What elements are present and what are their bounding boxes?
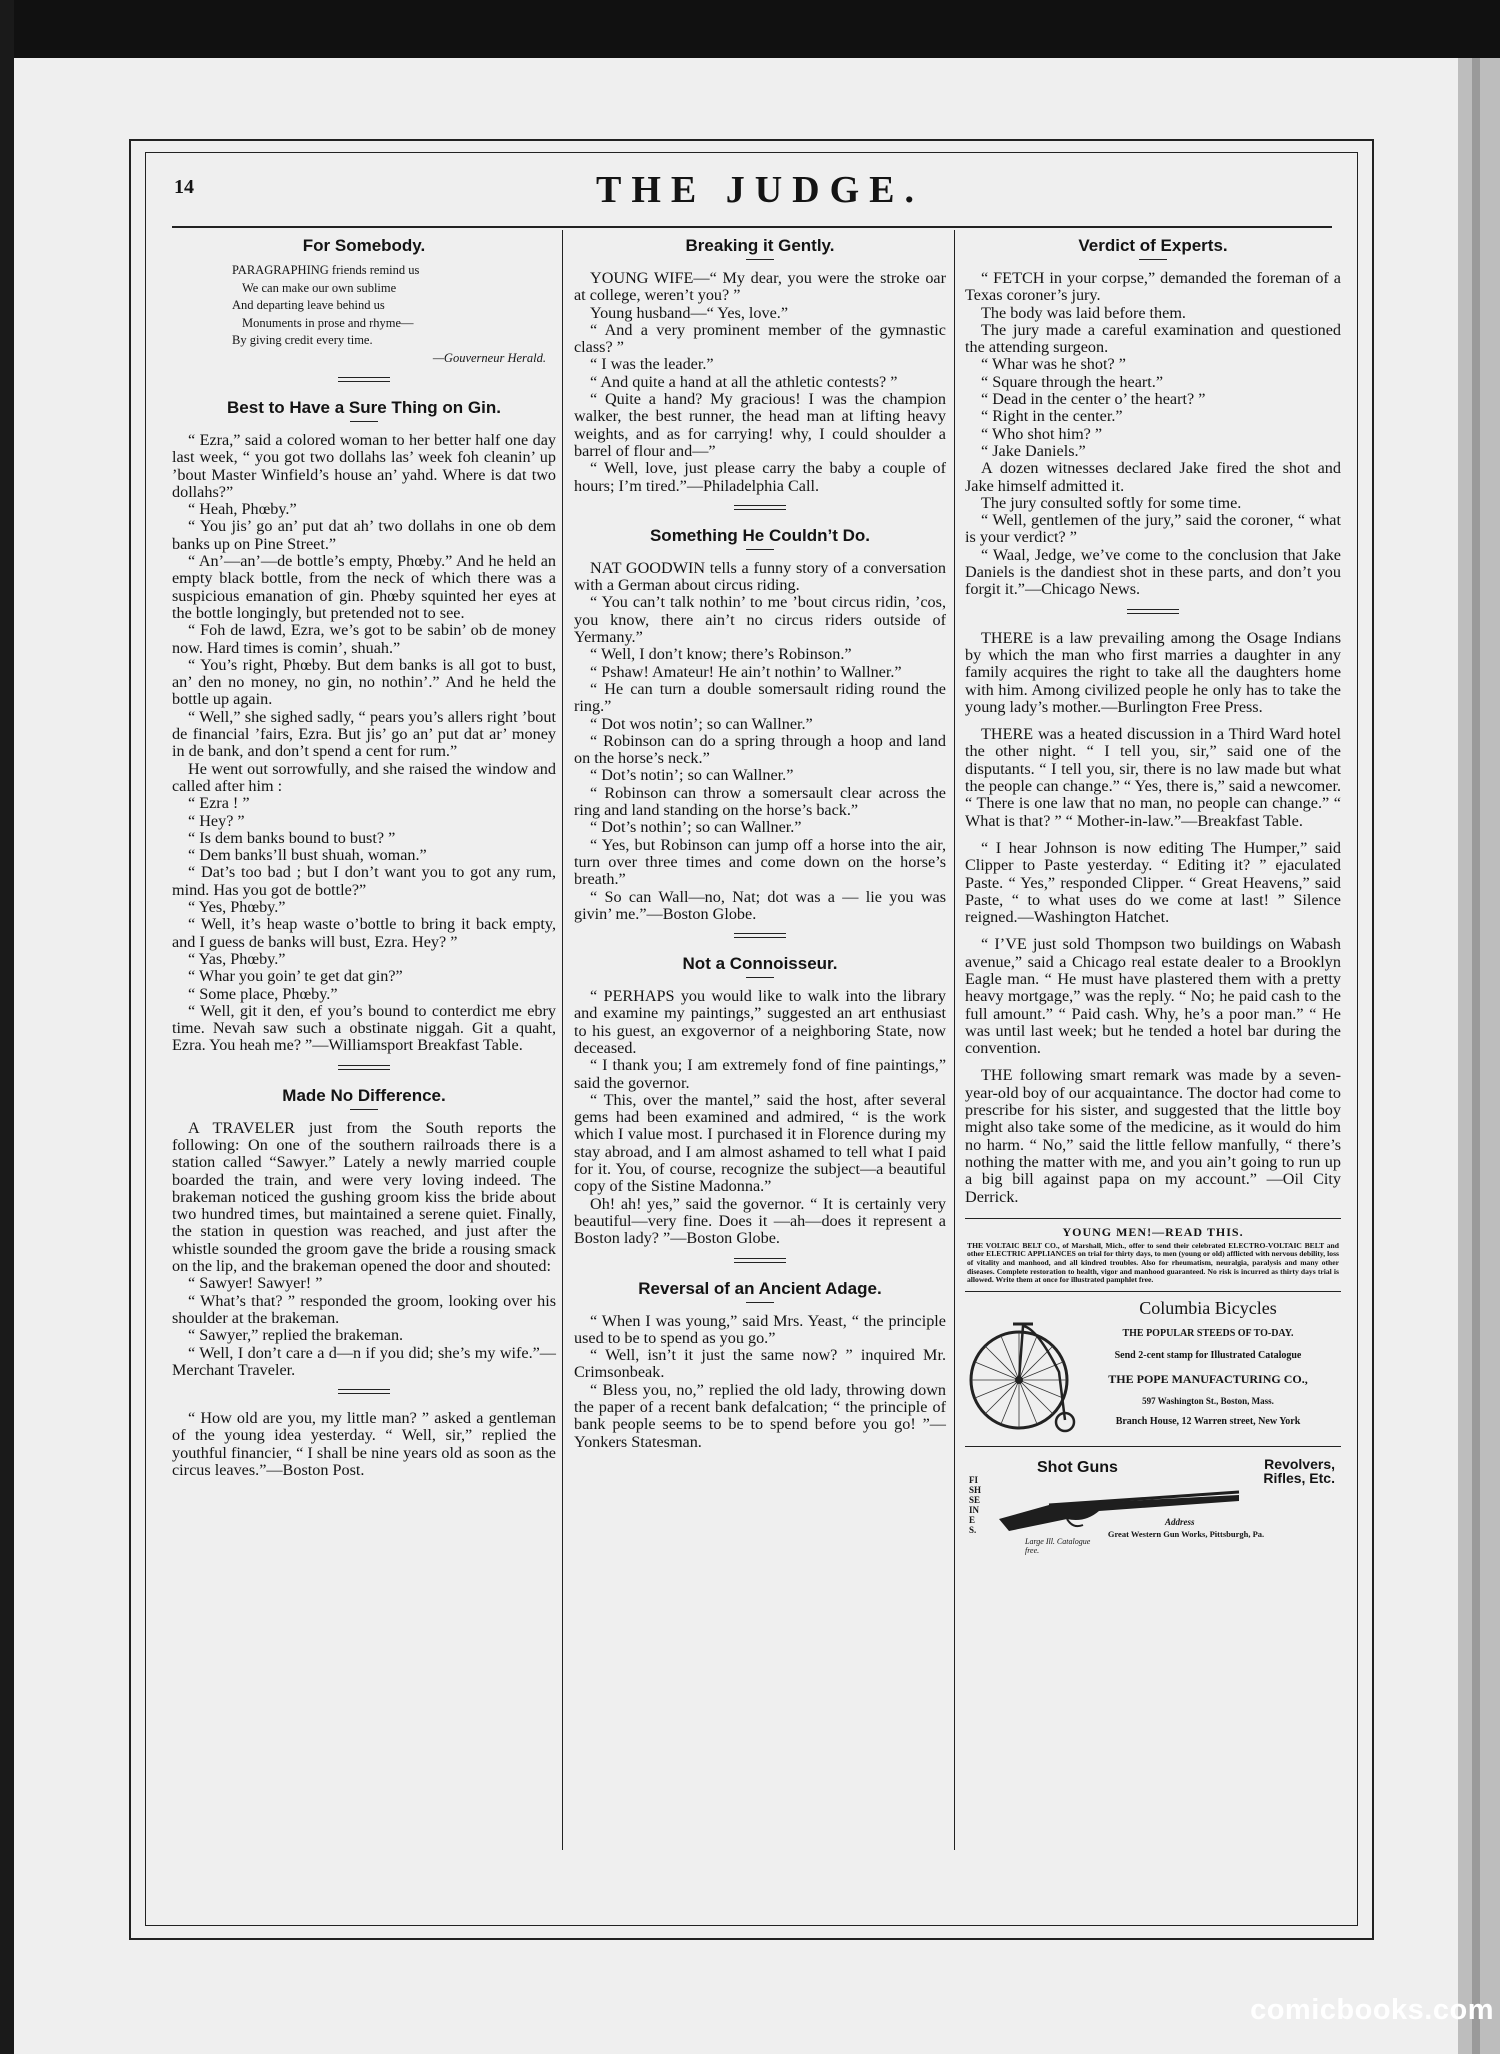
advertisement-great-western-gun-works xyxy=(965,1453,1341,1553)
article-paragraph: The jury made a careful examination and questioned the attending surgeon. xyxy=(965,320,1341,357)
headline-made-no-difference: Made No Difference. xyxy=(282,1085,446,1105)
ad-columbia-branch: Branch House, 12 Warren street, New York xyxy=(1115,1415,1301,1427)
article-paragraph: “ You can’t talk nothin’ to me ’bout circus ridin, ’cos, you know, there ain’t no circus riders outside of Yermany.” xyxy=(574,593,946,647)
ad-columbia-company: THE POPE MANUFACTURING CO., xyxy=(1108,1371,1308,1386)
ad-body: THE VOLTAIC BELT CO., of Marshall, Mich., offer to send their celebrated ELECTRO-VOLTAIC BELT and other ELECTRIC APPLIANCES on trial for thirty days, to men (young or old) afflicted with nervous debility, loss of vitality and manhood, and all kindred troubles. Also for rheumatism, neuralgia, paralysis and many other diseases. Complete restoration to health, vigor and manhood guaranteed. No risk is incurred as thirty days trial is allowed. Write them at once for illustrated pamphlet free. xyxy=(967,1240,1339,1285)
article-paragraph: “ Sawyer! Sawyer! ” xyxy=(188,1274,323,1293)
article-paragraph: “ Square through the heart.” xyxy=(981,372,1164,391)
article-paragraph: A TRAVELER just from the South reports the following: On one of the southern railroads there is a station called “Sawyer.” Lately a newly married couple boarded the train, and were very loving indeed. The brakeman noticed the gushing groom kiss the bride about two hundred times, but maintained a serene quiet. Finally, the station in question was reached, and just after the whistle sounded the groom gave the bride a rousing smack on the lip, and the brakeman opened the door and shouted: xyxy=(172,1118,556,1276)
article-paragraph: “ This, over the mantel,” said the host, after several gems had been examined and admired, “ is the work which I value most. I purchased it in Florence during my stay abroad, and I am almost ashamed to tell what I paid for it. You, of course, recognize the subject—a beautiful copy of the Sistine Madonna.” xyxy=(574,1090,946,1196)
column-divider xyxy=(954,230,955,1850)
article-paragraph: “ Dat’s too bad ; but I don’t want you to got any rum, mind. Has you got de bottle?” xyxy=(172,863,556,899)
article-paragraph: “ Well, I don’t care a d—n if you did; she’s my wife.”—Merchant Traveler. xyxy=(172,1343,556,1379)
advertisement-columbia-bicycles xyxy=(965,1296,1341,1447)
article-paragraph: “ I hear Johnson is now editing The Humper,” said Clipper to Paste yesterday. “ Editing it? ” ejaculated Paste. “ Yes,” responded Clipper. “ Great Heavens,” said Paste, “ to what uses do we come at last! ” Silence reigned.—Washington Hatchet. xyxy=(965,838,1341,927)
article-paragraph: “ What’s that? ” responded the groom, looking over his shoulder at the brakeman. xyxy=(172,1291,556,1327)
section-rule xyxy=(734,1258,786,1263)
headline-not-a-connoisseur: Not a Connoisseur. xyxy=(682,954,838,974)
article-paragraph: “ Well, I don’t know; there’s Robinson.” xyxy=(590,645,852,664)
article-paragraph: “ Dot’s notin’; so can Wallner.” xyxy=(590,766,794,785)
ad-columbia-title: Columbia Bicycles xyxy=(1139,1297,1277,1318)
article-paragraph: “ I’VE just sold Thompson two buildings on Wabash avenue,” said a Chicago real estate dealer to a Brooklyn Eagle man. “ He must have plastered them with a pretty heavy mortgage,” was the reply. “ No; he paid cash to the full amount.” “ Paid cash. Why, he’s a poor man.” “ He was until last week; but he tended a hotel bar during the convention. xyxy=(965,935,1341,1058)
article-paragraph: “ Some place, Phœby.” xyxy=(188,984,338,1003)
headline-sure-thing-on-gin: Best to Have a Sure Thing on Gin. xyxy=(227,398,501,417)
watermark-site: comicbooks.com xyxy=(1250,1994,1494,2026)
poem-line: We can make our own sublime xyxy=(242,280,397,295)
ad-guns-title: Shot Guns xyxy=(1037,1458,1118,1476)
article-paragraph: “ Dot’s nothin’; so can Wallner.” xyxy=(590,818,802,837)
column-2 xyxy=(574,230,946,1972)
article-paragraph: “ Waal, Jedge, we’ve come to the conclusion that Jake Daniels is the dandiest shot in these parts, and don’t you forgit it.”—Chicago News. xyxy=(965,545,1341,599)
article-paragraph: The body was laid before them. xyxy=(981,303,1186,322)
ad-heading: YOUNG MEN!—READ THIS. xyxy=(1062,1224,1244,1239)
article-paragraph: “ Ezra,” said a colored woman to her better half one day last week, “ you got two dollahs las’ week foh cleanin’ up ’bout Master Winfield’s house an’ yahd. Where is dat two dollahs?” xyxy=(172,431,556,501)
penny-farthing-bicycle-icon xyxy=(967,1308,1077,1438)
scan-top-border xyxy=(0,0,1500,58)
article-paragraph: “ Robinson can throw a somersault clear across the ring and land standing on the horse’s back.” xyxy=(574,783,946,820)
section-rule xyxy=(734,505,786,510)
ad-columbia-address: 597 Washington St., Boston, Mass. xyxy=(1142,1395,1274,1406)
headline-dash xyxy=(746,1302,774,1303)
ad-guns-fish-seines: FISH SEINES. xyxy=(969,1474,982,1535)
article-paragraph: “ Heah, Phœby.” xyxy=(188,500,297,519)
article-paragraph: “ And quite a hand at all the athletic contests? ” xyxy=(590,372,898,391)
headline-dash xyxy=(746,549,774,550)
article-paragraph: “ PERHAPS you would like to walk into the library and examine my paintings,” suggested an art enthusiast to his guest, an exgovernor of a neighboring State, now deceased. xyxy=(574,987,946,1057)
article-paragraph: “ Well, git it den, ef you’s bound to conterdict me ebry time. Nevah saw such a obstinate niggah. Git a quaht, Ezra. You heah me? ”—Williamsport Breakfast Table. xyxy=(172,1001,556,1055)
article-paragraph: “ Who shot him? ” xyxy=(981,424,1103,443)
column-divider xyxy=(562,230,563,1850)
masthead-rule xyxy=(172,226,1332,228)
article-paragraph: “ Bless you, no,” replied the old lady, throwing down the paper of a recent bank defalcation; “ the principle of bank people seems to be to spend before you go! ”—Yonkers Statesman. xyxy=(574,1380,946,1451)
article-paragraph: “ You’s right, Phœby. But dem banks is all got to bust, an’ den no money, no gin, no nothin’.” And he held the bottle up again. xyxy=(172,655,556,709)
article-paragraph: “ Yes, Phœby.” xyxy=(188,898,286,917)
article-paragraph: “ When I was young,” said Mrs. Yeast, “ the principle used to be to spend as you go.” xyxy=(574,1311,946,1347)
masthead-title: THE JUDGE. xyxy=(595,169,925,211)
ad-guns-catalogue: Large Ill. Catalogue free. xyxy=(1025,1536,1091,1555)
article-paragraph: A dozen witnesses declared Jake fired the shot and Jake himself admitted it. xyxy=(965,459,1341,495)
page-number: 14 xyxy=(174,176,194,198)
article-paragraph: Young husband—“ Yes, love.” xyxy=(590,303,789,322)
ad-columbia-send: Send 2-cent stamp for Illustrated Catalogue xyxy=(1114,1349,1302,1361)
article-paragraph: “ Hey? ” xyxy=(188,811,245,830)
poem xyxy=(232,262,556,367)
article-paragraph: “ Dot wos notin’; so can Wallner.” xyxy=(590,714,813,733)
article-paragraph: “ Foh de lawd, Ezra, we’s got to be sabin’ ob de money now. Hard times is comin’, shuah.” xyxy=(172,621,556,657)
section-rule xyxy=(734,933,786,938)
headline-something-he-couldnt-do: Something He Couldn’t Do. xyxy=(649,525,871,545)
article-paragraph: “ Whar was he shot? ” xyxy=(981,355,1126,374)
article-paragraph: “ I thank you; I am extremely fond of fine paintings,” said the governor. xyxy=(574,1056,946,1092)
article-paragraph: “ He can turn a double somersault riding round the ring.” xyxy=(574,679,946,716)
headline-reversal-of-ancient-adage: Reversal of an Ancient Adage. xyxy=(638,1278,882,1298)
article-paragraph: “ Dead in the center o’ the heart? ” xyxy=(981,390,1206,409)
article-paragraph: The jury consulted softly for some time. xyxy=(981,493,1242,512)
scan-left-border xyxy=(0,0,14,2054)
article-paragraph: YOUNG WIFE—“ My dear, you were the stroke oar at college, weren’t you? ” xyxy=(574,269,946,305)
article-paragraph: “ Well, it’s heap waste o’bottle to bring it back empty, and I guess de banks will bust, Ezra. Hey? ” xyxy=(172,915,556,951)
article-paragraph: “ Ezra ! ” xyxy=(188,794,250,813)
headline-dash xyxy=(350,421,378,422)
article-paragraph: “ Is dem banks bound to bust? ” xyxy=(188,828,396,847)
article-paragraph: “ Well,” she sighed sadly, “ pears you’s allers right ’bout de financial ’fairs, Ezra. But jis’ go an’ put dat ar’ money in de bank, and don’t spend a cent for rum.” xyxy=(172,707,556,761)
article-paragraph: “ So can Wall—no, Nat; dot was a — lie you was givin’ me.”—Boston Globe. xyxy=(574,887,946,923)
headline-dash xyxy=(350,1109,378,1110)
poem-attribution: —Gouverneur Herald. xyxy=(432,350,546,365)
poem-line: PARAGRAPHING friends remind us xyxy=(232,263,420,277)
article-paragraph: “ Dem banks’ll bust shuah, woman.” xyxy=(188,846,427,865)
article-paragraph: “ Well, gentlemen of the jury,” said the coroner, “ what is your verdict? ” xyxy=(965,511,1341,547)
article-paragraph: “ Sawyer,” replied the brakeman. xyxy=(188,1326,404,1345)
column-3 xyxy=(965,230,1341,1972)
article-paragraph: “ I was the leader.” xyxy=(590,355,714,374)
article-paragraph: “ Yas, Phœby.” xyxy=(188,949,286,968)
headline-dash xyxy=(746,977,774,978)
headline-dash xyxy=(1139,259,1167,260)
section-rule xyxy=(338,1389,390,1394)
headline-for-somebody: For Somebody. xyxy=(302,236,426,255)
headline-breaking-it-gently: Breaking it Gently. xyxy=(685,236,835,255)
article-paragraph: “ How old are you, my little man? ” asked a gentleman of the young idea yesterday. “ Well, sir,” replied the youthful financier, “ I shall be nine years old as soon as the circus leaves.”—Boston Post. xyxy=(172,1409,556,1480)
poem-line: And departing leave behind us xyxy=(232,298,385,312)
headline-dash xyxy=(746,259,774,260)
article-paragraph: THE following smart remark was made by a seven-year-old boy of our acquaintance. The doctor had come to prescribe for his sister, and suggested that the little boy might also take some of the medicine, as it would do him no harm. “ No,” said the little fellow manfully, “ there’s nothing the matter with me, and you ain’t going to run up a big bill against papa on my account.” —Oil City Derrick. xyxy=(965,1066,1341,1206)
article-paragraph: “ Right in the center.” xyxy=(981,407,1123,426)
article-paragraph: “ Jake Daniels.” xyxy=(981,441,1086,460)
article-paragraph: “ Pshaw! Amateur! He ain’t nothin’ to Wallner.” xyxy=(590,662,902,681)
article-paragraph: THERE was a heated discussion in a Third Ward hotel the other night. “ I tell you, sir,” said one of the disputants. “ I tell you, sir, there is no law made but what the people can change.” “ Yes, there is,” said a newcomer. “ There is one law that no man, no people can change.” “ What is that? ” “ Mother-in-law.”—Breakfast Table. xyxy=(965,725,1341,830)
poem-line: Monuments in prose and rhyme— xyxy=(242,315,414,330)
headline-verdict-of-experts: Verdict of Experts. xyxy=(1078,236,1228,255)
article-paragraph: “ Yes, but Robinson can jump off a horse into the air, turn over three times and come down on the horse’s breath.” xyxy=(574,835,946,889)
article-paragraph: “ Robinson can do a spring through a hoop and land on the horse’s neck.” xyxy=(574,731,946,768)
article-paragraph: NAT GOODWIN tells a funny story of a conversation with a German about circus riding. xyxy=(574,558,946,595)
section-rule xyxy=(338,1065,390,1070)
article-paragraph: “ FETCH in your corpse,” demanded the foreman of a Texas coroner’s jury. xyxy=(965,269,1341,305)
section-rule xyxy=(1127,609,1179,614)
article-paragraph: THERE is a law prevailing among the Osage Indians by which the man who first marries a daughter in any family acquires the right to take all the daughters home with him. Among civilized people he only has to take the young lady’s mother.—Burlington Free Press. xyxy=(965,628,1341,716)
article-paragraph: He went out sorrowfully, and she raised the window and called after him : xyxy=(172,759,556,795)
article-paragraph: “ You jis’ go an’ put dat ah’ two dollahs in one ob dem banks up on Pine Street.” xyxy=(172,517,556,553)
advertisement-voltaic-belt xyxy=(965,1218,1341,1292)
article-paragraph: “ Quite a hand? My gracious! I was the champion walker, the best runner, the head man at lifting heavy weights, and as for carrying! why, I could shoulder a barrel of flour and—” xyxy=(574,390,946,460)
article-paragraph: “ And a very prominent member of the gymnastic class? ” xyxy=(574,320,946,357)
ad-guns-address-label: Address xyxy=(1165,1516,1195,1527)
poem-line: By giving credit every time. xyxy=(232,333,373,347)
column-1 xyxy=(172,230,556,1972)
article-paragraph: Oh! ah! yes,” said the governor. “ It is certainly very beautiful—very fine. Does it —ah—does it represent a Boston lady? ”—Boston Globe. xyxy=(574,1194,946,1248)
ad-guns-address: Great Western Gun Works, Pittsburgh, Pa. xyxy=(1107,1528,1265,1539)
article-paragraph: “ Well, isn’t it just the same now? ” inquired Mr. Crimsonbeak. xyxy=(574,1346,946,1382)
article-paragraph: “ An’—an’—de bottle’s empty, Phœby.” And he held an empty black bottle, from the neck of which there was a suspicious emanation of gin. Phœby squinted her eyes at the bottle longingly, but pretended not to see. xyxy=(172,552,556,622)
article-paragraph: “ Well, love, just please carry the baby a couple of hours; I’m tired.”—Philadelphia Call. xyxy=(574,459,946,495)
ad-columbia-subtitle: THE POPULAR STEEDS OF TO-DAY. xyxy=(1122,1327,1294,1339)
ad-guns-right: Revolvers, Rifles, Etc. xyxy=(1263,1455,1335,1486)
article-paragraph: “ Whar you goin’ te get dat gin?” xyxy=(188,967,403,986)
section-rule xyxy=(338,377,390,382)
page-edge-shadow xyxy=(1472,58,1480,2054)
